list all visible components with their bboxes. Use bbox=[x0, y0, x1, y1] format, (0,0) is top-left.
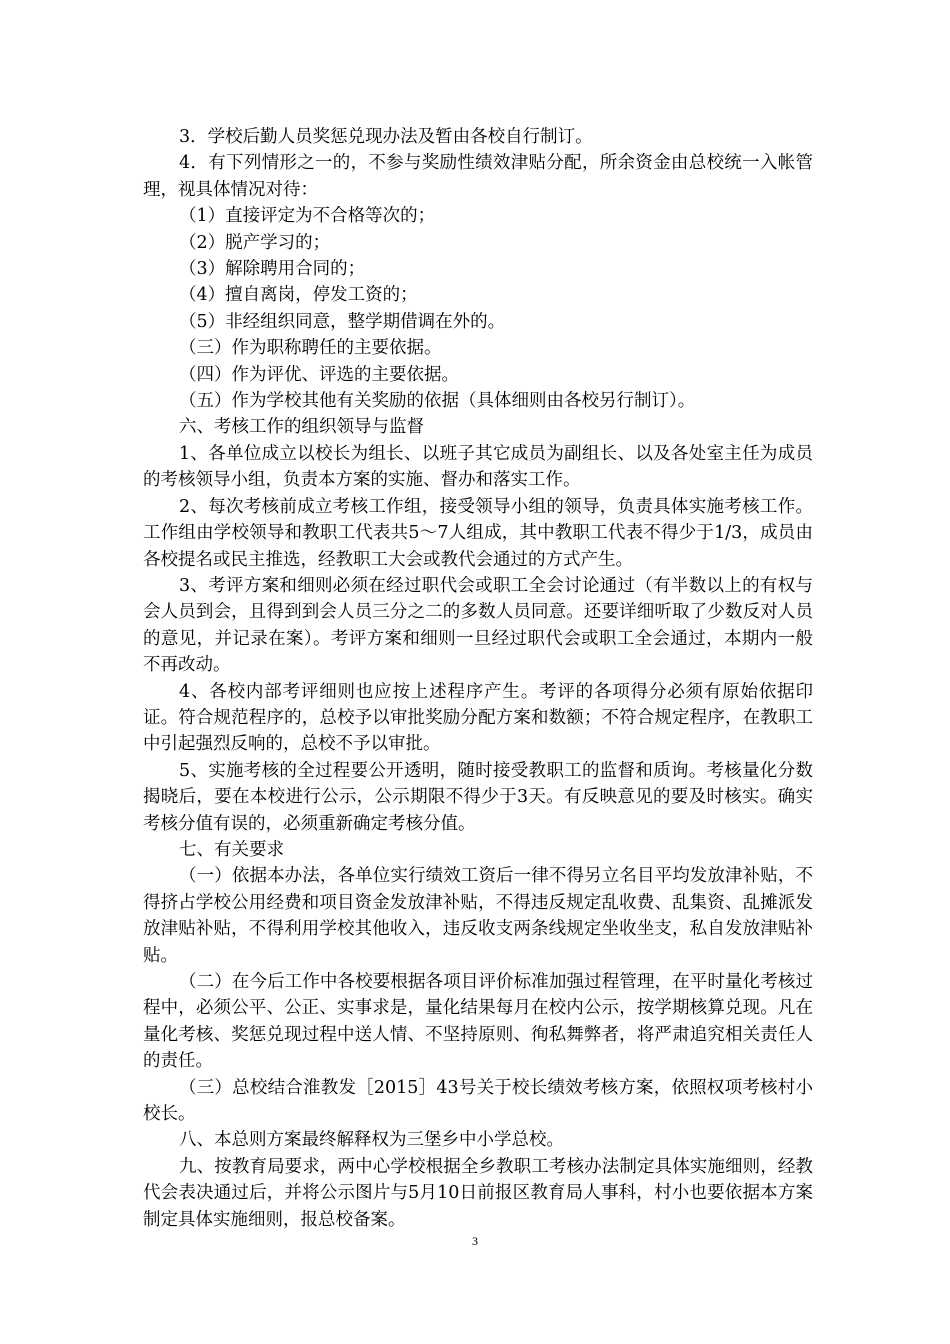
paragraph-section-3: （三）作为职称聘任的主要依据。 bbox=[179, 338, 442, 359]
section-heading-8: 八、本总则方案最终解释权为三堡乡中小学总校。 bbox=[179, 1130, 564, 1151]
paragraph-7-3: （三）总校结合淮教发［2015］43号关于校长绩效考核方案，依照权项考核村小校长。 bbox=[143, 1077, 813, 1125]
paragraph-item-3: 3．学校后勤人员奖惩兑现办法及暂由各校自行制订。 bbox=[179, 127, 593, 147]
paragraph-6-5: 5、实施考核的全过程要公开透明，随时接受教职工的监督和质询。考核量化分数揭晓后，要在本校进行公示，公示期限不得少于3天。有反映意见的要及时核实。确实考核分值有误的，必须重新确定考核分值。 bbox=[143, 760, 813, 834]
sub-item-4: （4）擅自离岗，停发工资的； bbox=[179, 285, 418, 306]
paragraph-6-2: 2、每次考核前成立考核工作组，接受领导小组的领导，负责具体实施考核工作。工作组由学校领导和教职工代表共5～7人组成，其中教职工代表不得少于1/3，成员由各校提名或民主推选，经教职工大会或教代会通过的方式产生。 bbox=[143, 496, 813, 570]
paragraph-6-3: 3、考评方案和细则必须在经过职代会或职工全会讨论通过（有半数以上的有权与会人员到会，且得到到会人员三分之二的多数人员同意。还要详细听取了少数反对人员的意见，并记录在案）。考评方案和细则一旦经过职代会或职工全会通过，本期内一般不再改动。 bbox=[143, 575, 813, 676]
paragraph-section-4: （四）作为评优、评选的主要依据。 bbox=[179, 364, 459, 385]
sub-item-3: （3）解除聘用合同的； bbox=[179, 259, 366, 280]
section-heading-9: 九、按教育局要求，两中心学校根据全乡教职工考核办法制定具体实施细则，经教代会表决通过后，并将公示图片与5月10日前报区教育局人事科，村小也要依据本方案制定具体实施细则，报总校备案。 bbox=[143, 1156, 813, 1230]
sub-item-5: （5）非经组织同意，整学期借调在外的。 bbox=[179, 311, 506, 332]
section-heading-7: 七、有关要求 bbox=[179, 839, 284, 860]
paragraph-6-4: 4、各校内部考评细则也应按上述程序产生。考评的各项得分必须有原始依据印证。符合规范程序的，总校予以审批奖励分配方案和数额；不符合规定程序，在教职工中引起强烈反响的，总校不予以审批。 bbox=[143, 681, 813, 755]
sub-item-2: （2）脱产学习的； bbox=[179, 232, 331, 253]
paragraph-6-1: 1、各单位成立以校长为组长、以班子其它成员为副组长、以及各处室主任为成员的考核领导小组，负责本方案的实施、督办和落实工作。 bbox=[143, 443, 813, 491]
document-body bbox=[143, 124, 813, 1233]
sub-item-1: （1）直接评定为不合格等次的； bbox=[179, 206, 436, 227]
paragraph-7-2: （二）在今后工作中各校要根据各项目评价标准加强过程管理，在平时量化考核过程中，必须公平、公正、实事求是，量化结果每月在校内公示，按学期核算兑现。凡在量化考核、奖惩兑现过程中送人情、不坚持原则、徇私舞弊者，将严肃追究相关责任人的责任。 bbox=[143, 972, 813, 1072]
paragraph-section-5: （五）作为学校其他有关奖励的依据（具体细则由各校另行制订）。 bbox=[179, 391, 696, 412]
page-number: 3 bbox=[472, 1234, 478, 1248]
section-heading-6: 六、考核工作的组织领导与监督 bbox=[179, 417, 424, 438]
paragraph-item-4: 4．有下列情形之一的，不参与奖励性绩效津贴分配，所余资金由总校统一入帐管理，视具体情况对待： bbox=[143, 153, 813, 200]
paragraph-7-1: （一）依据本办法，各单位实行绩效工资后一律不得另立名目平均发放津补贴，不得挤占学校公用经费和项目资金发放津补贴，不得违反规定乱收费、乱集资、乱摊派发放津贴补贴，不得利用学校其他收入，违反收支两条线规定坐收坐支，私自发放津贴补贴。 bbox=[143, 866, 813, 966]
